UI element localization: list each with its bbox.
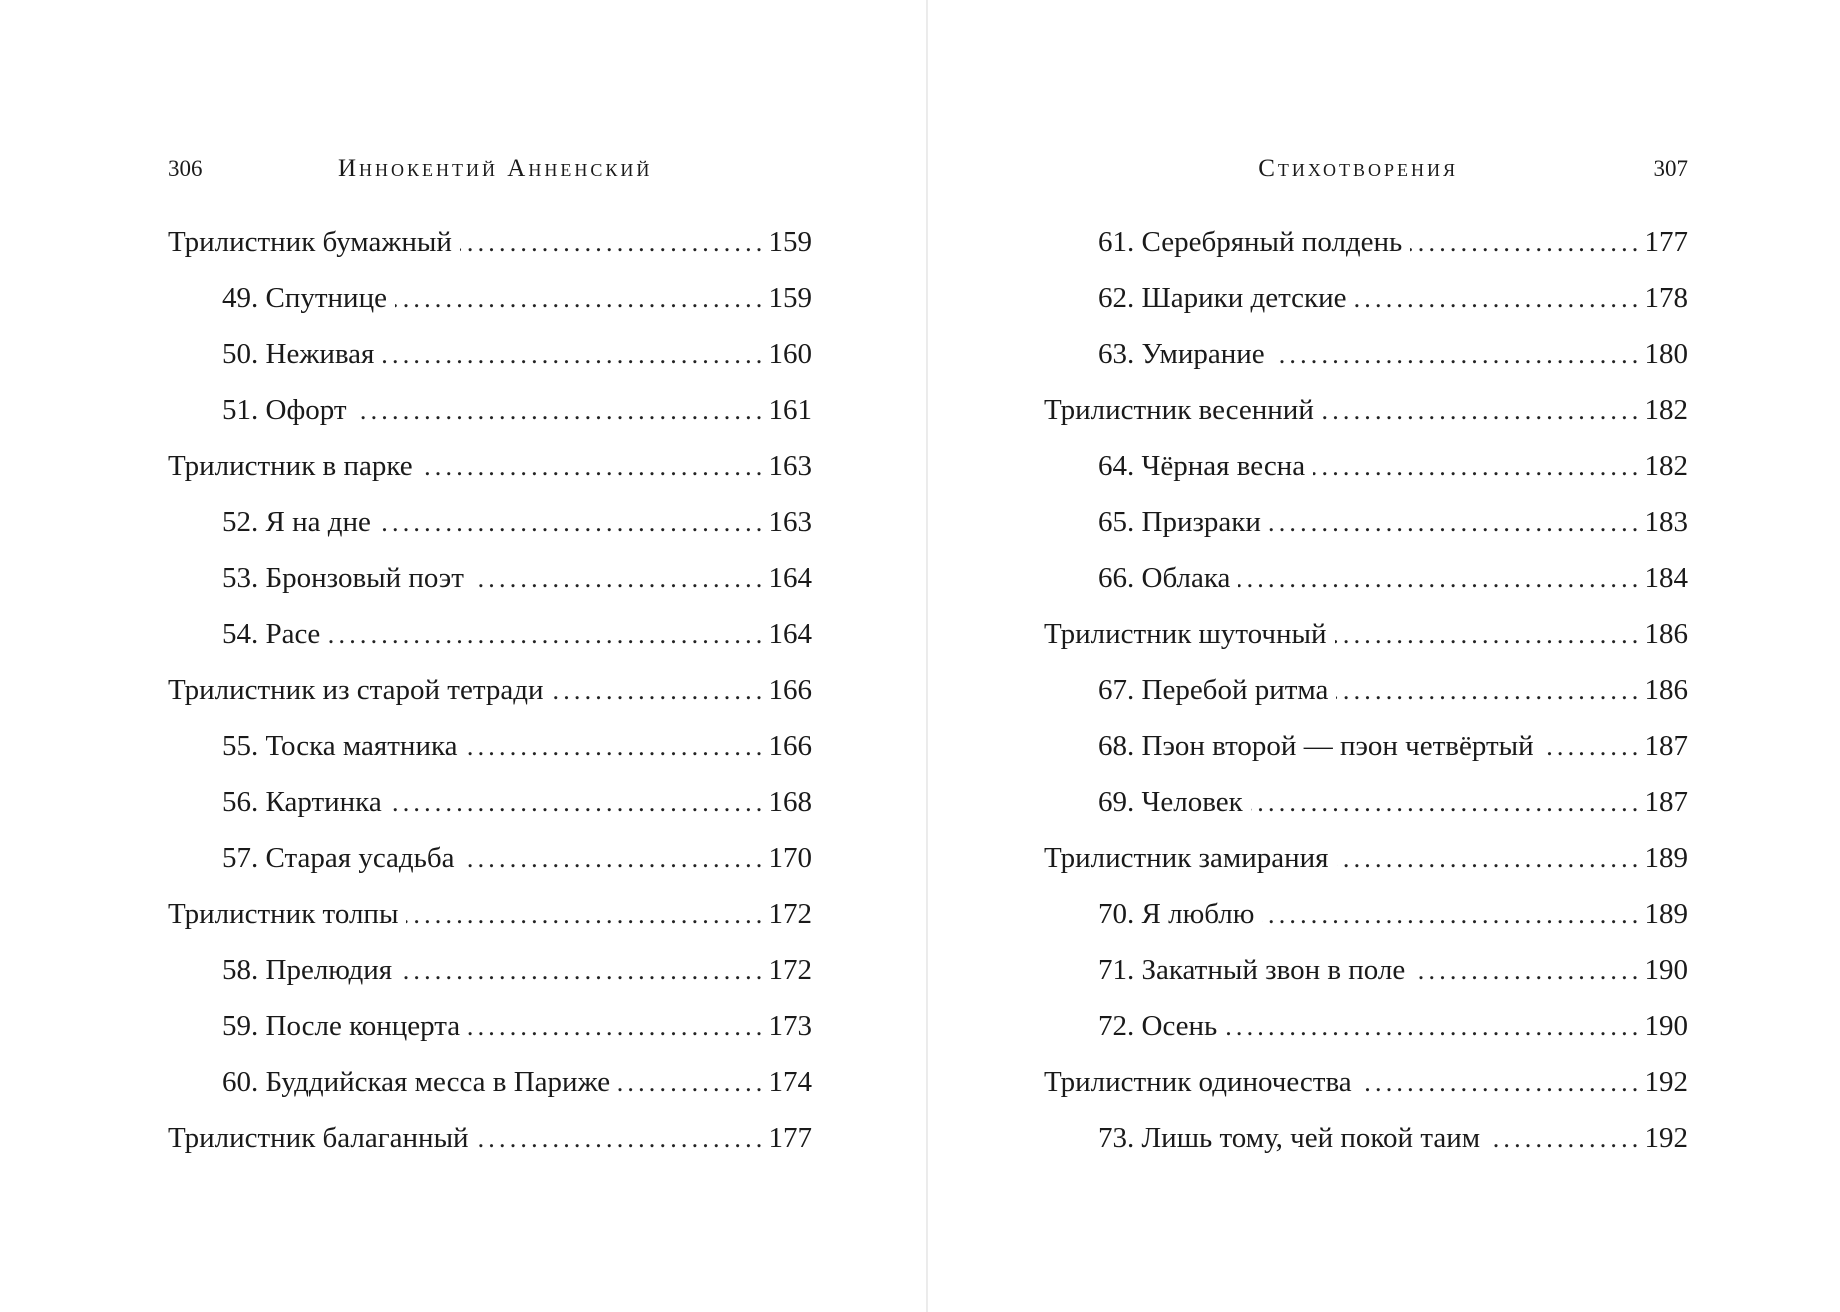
toc-entry-title: 64. Чёрная весна <box>1098 450 1306 482</box>
toc-entry-title: 61. Серебряный полдень <box>1098 226 1403 258</box>
toc-leader-dots <box>1251 779 1643 827</box>
toc-entry-poem[interactable] <box>168 498 812 554</box>
toc-entry-page-number: 180 <box>1644 338 1688 370</box>
right-running-title: Стихотворения <box>1258 155 1458 182</box>
toc-entry-title: 71. Закатный звон в поле <box>1098 954 1406 986</box>
toc-entry-title: 73. Лишь тому, чей покой таим <box>1098 1122 1481 1154</box>
toc-leader-dots <box>1337 835 1643 883</box>
toc-entry-page-number: 187 <box>1644 786 1688 818</box>
toc-leader-dots <box>382 331 766 379</box>
toc-entry-title: Трилистник из старой тетради <box>168 674 544 706</box>
toc-leader-dots <box>618 1059 766 1107</box>
toc-leader-dots <box>463 835 767 883</box>
toc-entry-poem[interactable] <box>1044 946 1688 1002</box>
toc-entry-page-number: 163 <box>768 450 812 482</box>
toc-entry-title: 65. Призраки <box>1098 506 1261 538</box>
toc-entry-page-number: 159 <box>768 282 812 314</box>
toc-entry-poem[interactable] <box>168 1002 812 1058</box>
toc-entry-page-number: 186 <box>1644 674 1688 706</box>
toc-entry-page-number: 186 <box>1644 618 1688 650</box>
toc-leader-dots <box>328 611 766 659</box>
toc-entry-section[interactable] <box>168 1114 812 1170</box>
toc-leader-dots <box>400 947 766 995</box>
toc-leader-dots <box>395 275 767 323</box>
toc-entry-poem[interactable] <box>1044 274 1688 330</box>
toc-entry-poem[interactable] <box>168 554 812 610</box>
toc-entry-page-number: 166 <box>768 674 812 706</box>
toc-leader-dots <box>1273 331 1643 379</box>
toc-entry-poem[interactable] <box>1044 666 1688 722</box>
toc-entry-section[interactable] <box>1044 1058 1688 1114</box>
toc-leader-dots <box>1360 1059 1643 1107</box>
left-toc-list <box>168 218 812 1170</box>
toc-leader-dots <box>1410 219 1642 267</box>
toc-entry-poem[interactable] <box>1044 722 1688 778</box>
right-page-number: 307 <box>1653 156 1688 181</box>
toc-entry-page-number: 166 <box>768 730 812 762</box>
left-page <box>168 0 812 1312</box>
toc-entry-title: Трилистник весенний <box>1044 394 1314 426</box>
toc-leader-dots <box>1335 611 1643 659</box>
toc-entry-poem[interactable] <box>168 274 812 330</box>
toc-entry-poem[interactable] <box>1044 1002 1688 1058</box>
page-gutter <box>926 0 928 1312</box>
toc-entry-poem[interactable] <box>168 722 812 778</box>
toc-entry-title: 69. Человек <box>1098 786 1243 818</box>
toc-entry-title: 58. Прелюдия <box>222 954 393 986</box>
toc-entry-page-number: 177 <box>768 1122 812 1154</box>
toc-entry-section[interactable] <box>168 666 812 722</box>
toc-entry-title: 72. Осень <box>1098 1010 1218 1042</box>
toc-entry-title: 67. Перебой ритма <box>1098 674 1329 706</box>
toc-entry-page-number: 172 <box>768 954 812 986</box>
toc-entry-title: 53. Бронзовый поэт <box>222 562 464 594</box>
toc-entry-section[interactable] <box>1044 610 1688 666</box>
toc-entry-title: 49. Спутнице <box>222 282 387 314</box>
toc-entry-page-number: 172 <box>768 898 812 930</box>
toc-leader-dots <box>477 1115 767 1163</box>
toc-entry-poem[interactable] <box>1044 1114 1688 1170</box>
toc-leader-dots <box>466 723 767 771</box>
toc-entry-title: 66. Облака <box>1098 562 1231 594</box>
toc-entry-poem[interactable] <box>1044 330 1688 386</box>
toc-leader-dots <box>1322 387 1643 435</box>
toc-entry-poem[interactable] <box>1044 778 1688 834</box>
toc-entry-section[interactable] <box>168 890 812 946</box>
toc-entry-poem[interactable] <box>1044 442 1688 498</box>
toc-entry-page-number: 192 <box>1644 1066 1688 1098</box>
toc-entry-poem[interactable] <box>1044 498 1688 554</box>
toc-entry-section[interactable] <box>1044 834 1688 890</box>
toc-entry-poem[interactable] <box>168 610 812 666</box>
toc-leader-dots <box>406 891 766 939</box>
toc-entry-page-number: 187 <box>1644 730 1688 762</box>
toc-entry-title: Трилистник одиночества <box>1044 1066 1352 1098</box>
toc-entry-section[interactable] <box>168 442 812 498</box>
toc-leader-dots <box>390 779 767 827</box>
toc-leader-dots <box>1355 275 1643 323</box>
toc-leader-dots <box>421 443 767 491</box>
toc-entry-poem[interactable] <box>1044 554 1688 610</box>
toc-entry-page-number: 182 <box>1644 450 1688 482</box>
toc-entry-title: Трилистник толпы <box>168 898 399 930</box>
toc-entry-title: 57. Старая усадьба <box>222 842 455 874</box>
toc-entry-title: 52. Я на дне <box>222 506 371 538</box>
toc-entry-page-number: 173 <box>768 1010 812 1042</box>
toc-entry-page-number: 183 <box>1644 506 1688 538</box>
toc-leader-dots <box>1542 723 1643 771</box>
left-page-number: 306 <box>168 156 203 181</box>
toc-entry-title: 70. Я люблю <box>1098 898 1255 930</box>
toc-entry-poem[interactable] <box>168 386 812 442</box>
toc-entry-page-number: 190 <box>1644 954 1688 986</box>
toc-leader-dots <box>1262 891 1642 939</box>
toc-entry-page-number: 189 <box>1644 842 1688 874</box>
toc-entry-page-number: 163 <box>768 506 812 538</box>
toc-entry-page-number: 161 <box>768 394 812 426</box>
toc-entry-page-number: 182 <box>1644 394 1688 426</box>
toc-leader-dots <box>1313 443 1642 491</box>
toc-entry-poem[interactable] <box>168 946 812 1002</box>
toc-entry-page-number: 159 <box>768 226 812 258</box>
toc-leader-dots <box>1225 1003 1642 1051</box>
toc-entry-title: Трилистник балаганный <box>168 1122 469 1154</box>
toc-leader-dots <box>552 667 767 715</box>
toc-entry-title: 56. Картинка <box>222 786 382 818</box>
toc-entry-title: Трилистник бумажный <box>168 226 452 258</box>
left-running-head <box>168 154 812 184</box>
toc-entry-poem[interactable] <box>168 778 812 834</box>
toc-entry-title: 68. Пэон второй — пэон четвёртый <box>1098 730 1534 762</box>
toc-entry-poem[interactable] <box>168 834 812 890</box>
toc-entry-title: 62. Шарики детские <box>1098 282 1347 314</box>
toc-entry-page-number: 184 <box>1644 562 1688 594</box>
right-page <box>1044 0 1688 1312</box>
toc-entry-poem[interactable] <box>1044 218 1688 274</box>
right-toc-list <box>1044 218 1688 1170</box>
toc-entry-title: 51. Офорт <box>222 394 347 426</box>
toc-leader-dots <box>1336 667 1642 715</box>
toc-entry-poem[interactable] <box>1044 890 1688 946</box>
toc-entry-page-number: 168 <box>768 786 812 818</box>
toc-entry-page-number: 189 <box>1644 898 1688 930</box>
toc-entry-title: 55. Тоска маятника <box>222 730 458 762</box>
toc-entry-title: 59. После концерта <box>222 1010 461 1042</box>
toc-entry-title: 60. Буддийская месса в Париже <box>222 1066 611 1098</box>
toc-leader-dots <box>379 499 767 547</box>
toc-leader-dots <box>460 219 767 267</box>
toc-entry-page-number: 177 <box>1644 226 1688 258</box>
toc-entry-page-number: 190 <box>1644 1010 1688 1042</box>
toc-leader-dots <box>1269 499 1643 547</box>
toc-entry-page-number: 170 <box>768 842 812 874</box>
toc-leader-dots <box>468 1003 766 1051</box>
toc-entry-title: 54. Pace <box>222 618 321 650</box>
left-running-title: Иннокентий Анненский <box>338 155 653 182</box>
toc-leader-dots <box>1238 555 1642 603</box>
toc-entry-poem[interactable] <box>168 330 812 386</box>
toc-entry-title: Трилистник в парке <box>168 450 413 482</box>
right-running-head <box>1044 154 1688 184</box>
toc-entry-poem[interactable] <box>168 1058 812 1114</box>
toc-entry-page-number: 192 <box>1644 1122 1688 1154</box>
toc-entry-page-number: 174 <box>768 1066 812 1098</box>
toc-leader-dots <box>1488 1115 1642 1163</box>
toc-entry-page-number: 160 <box>768 338 812 370</box>
toc-leader-dots <box>1413 947 1642 995</box>
toc-entry-page-number: 178 <box>1644 282 1688 314</box>
toc-entry-page-number: 164 <box>768 618 812 650</box>
toc-entry-section[interactable] <box>1044 386 1688 442</box>
toc-leader-dots <box>472 555 767 603</box>
toc-entry-page-number: 164 <box>768 562 812 594</box>
toc-entry-section[interactable] <box>168 218 812 274</box>
toc-entry-title: 50. Неживая <box>222 338 375 370</box>
toc-entry-title: Трилистник шуточный <box>1044 618 1327 650</box>
toc-entry-title: Трилистник замирания <box>1044 842 1329 874</box>
toc-entry-title: 63. Умирание <box>1098 338 1265 370</box>
toc-leader-dots <box>355 387 767 435</box>
